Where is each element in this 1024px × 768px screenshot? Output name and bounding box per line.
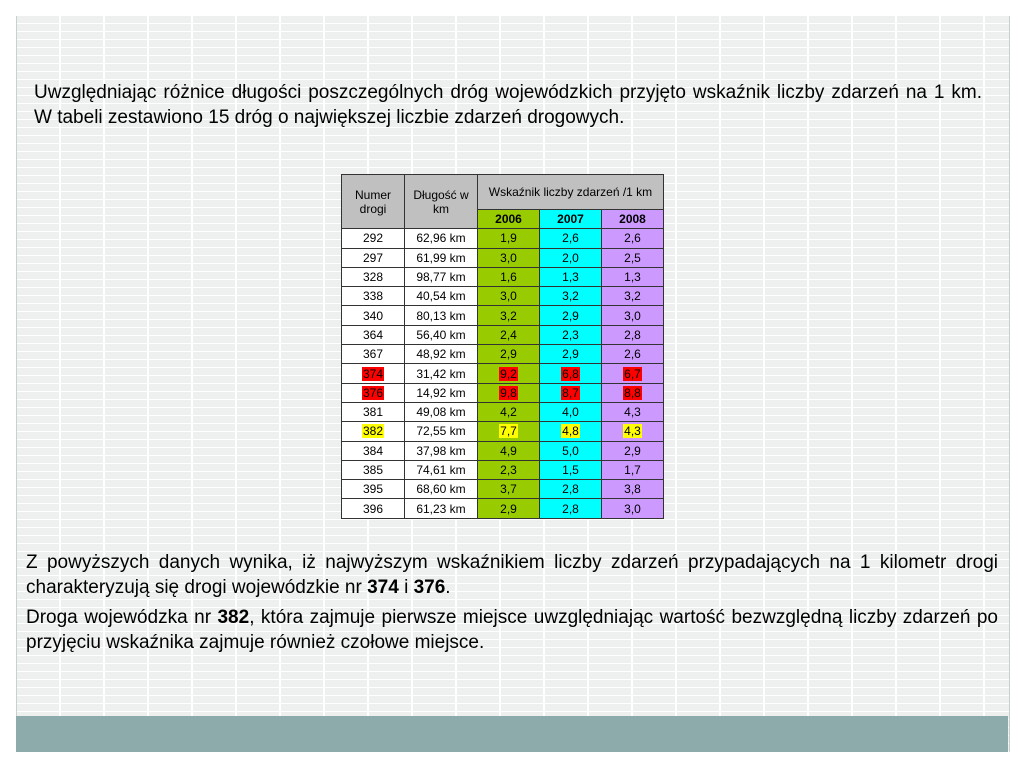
cell-length	[405, 364, 478, 383]
cell-road-number	[342, 364, 405, 383]
cell-road-number	[342, 229, 405, 248]
cell-length-text: 31,42 km	[416, 366, 466, 381]
cell-2006-text: 2,4	[500, 327, 517, 342]
cell-2008-text: 2,6	[624, 347, 641, 362]
cell-2008-text: 3,0	[624, 308, 641, 323]
cell-road-number	[342, 325, 405, 344]
cell-length-text: 72,55 km	[416, 424, 466, 439]
cell-length-text: 62,96 km	[416, 231, 466, 246]
table-row	[342, 345, 664, 364]
road-376-bold: 376	[413, 577, 446, 598]
table-row	[342, 422, 664, 441]
cell-2008	[602, 460, 664, 479]
cell-length	[405, 325, 478, 344]
cell-2008-text: 3,0	[624, 501, 641, 516]
cell-2008-text: 8,8	[624, 385, 641, 400]
cell-2008-text: 2,6	[624, 231, 641, 246]
cell-2008	[602, 325, 664, 344]
cell-2007	[540, 345, 602, 364]
cell-road-number-text: 374	[362, 366, 384, 381]
conclusion-paragraph-1	[26, 550, 998, 600]
table-row	[342, 287, 664, 306]
cell-2006	[478, 345, 540, 364]
cell-2006	[478, 422, 540, 441]
cell-road-number	[342, 480, 405, 499]
cell-2008	[602, 345, 664, 364]
cell-length	[405, 267, 478, 286]
cell-2008	[602, 306, 664, 325]
cell-2007-text: 4,0	[562, 405, 579, 420]
cell-length-text: 49,08 km	[416, 405, 466, 420]
cell-2008	[602, 248, 664, 267]
conclusion-text-2-start: Droga wojewódzka nr	[26, 607, 218, 628]
table-row	[342, 402, 664, 421]
cell-length	[405, 383, 478, 402]
cell-2006-text: 7,7	[500, 424, 517, 439]
cell-2007	[540, 441, 602, 460]
cell-length-text: 61,99 km	[416, 250, 466, 265]
cell-road-number-text: 385	[362, 463, 384, 477]
cell-2008	[602, 287, 664, 306]
cell-2008	[602, 480, 664, 499]
cell-length	[405, 441, 478, 460]
cell-2006	[478, 402, 540, 421]
cell-road-number	[342, 441, 405, 460]
cell-length	[405, 402, 478, 421]
cell-length-text: 14,92 km	[416, 385, 466, 400]
cell-road-number-text: 292	[362, 231, 384, 246]
cell-2007	[540, 364, 602, 383]
cell-2007-text: 4,8	[562, 424, 579, 439]
cell-road-number-text: 381	[362, 405, 384, 420]
cell-road-number	[342, 499, 405, 518]
table-row	[342, 364, 664, 383]
cell-2007	[540, 229, 602, 248]
cell-2007	[540, 402, 602, 421]
conclusion-period: .	[445, 577, 451, 598]
cell-road-number-text: 376	[362, 385, 384, 400]
cell-2008-text: 2,8	[624, 327, 641, 342]
accident-index-table	[341, 174, 664, 519]
road-382-bold: 382	[217, 607, 250, 628]
cell-length-text: 68,60 km	[416, 482, 466, 497]
cell-road-number-text: 384	[362, 443, 384, 458]
header-index: Wskaźnik liczby zdarzeń /1 km	[478, 175, 664, 210]
table-row	[342, 325, 664, 344]
cell-road-number	[342, 267, 405, 286]
table-row	[342, 383, 664, 402]
cell-2008-text: 4,3	[624, 424, 641, 439]
cell-length-text: 48,92 km	[416, 347, 466, 362]
cell-2007-text: 5,0	[562, 443, 579, 458]
table-row	[342, 229, 664, 248]
cell-2008	[602, 364, 664, 383]
cell-2008	[602, 229, 664, 248]
cell-length	[405, 229, 478, 248]
cell-2007	[540, 267, 602, 286]
cell-length	[405, 480, 478, 499]
cell-2006	[478, 480, 540, 499]
cell-2008-text: 1,7	[624, 463, 641, 477]
intro-paragraph: Uwzględniając różnice długości poszczególnych dróg wojewódzkich przyjęto wskaźnik liczby zdarzeń na 1 km. W tabeli zestawiono 15 dróg o największej liczbie zdarzeń drogowych.	[34, 82, 982, 128]
cell-length-text: 56,40 km	[416, 327, 466, 342]
cell-2008-text: 2,5	[624, 250, 641, 265]
cell-2006	[478, 383, 540, 402]
cell-2008-text: 4,3	[624, 405, 641, 420]
cell-2006-text: 3,0	[500, 289, 517, 304]
cell-road-number-text: 340	[362, 308, 384, 323]
cell-2007	[540, 306, 602, 325]
footer-bar	[16, 716, 1008, 752]
cell-2006	[478, 441, 540, 460]
cell-road-number	[342, 402, 405, 421]
header-year-2007: 2007	[540, 210, 602, 229]
table-row	[342, 441, 664, 460]
cell-length	[405, 248, 478, 267]
cell-2006	[478, 460, 540, 479]
cell-length	[405, 499, 478, 518]
cell-2007-text: 6,8	[562, 366, 579, 381]
cell-2007-text: 3,2	[562, 289, 579, 304]
cell-length-text: 40,54 km	[416, 289, 466, 304]
cell-length-text: 98,77 km	[416, 270, 466, 285]
cell-2007	[540, 460, 602, 479]
cell-2008-text: 3,2	[624, 289, 641, 304]
cell-2008	[602, 383, 664, 402]
road-374-bold: 374	[367, 577, 399, 598]
cell-2008	[602, 422, 664, 441]
cell-road-number-text: 338	[362, 289, 384, 304]
table-body	[342, 229, 664, 518]
cell-2008	[602, 267, 664, 286]
cell-2006-text: 3,2	[500, 308, 517, 323]
conclusion-and: i	[398, 577, 414, 598]
cell-length	[405, 287, 478, 306]
conclusion-text-2-rest: , która zajmuje pierwsze miejsce uwzględniając wartość bezwzględną liczby zdarzeń po przyjęciu wskaźnika zajmuje również czołowe miejsce.	[26, 607, 998, 653]
cell-road-number	[342, 383, 405, 402]
cell-2007-text: 2,8	[562, 501, 579, 516]
cell-2007	[540, 325, 602, 344]
cell-2007	[540, 383, 602, 402]
cell-2007-text: 8,7	[562, 385, 579, 400]
cell-2006	[478, 364, 540, 383]
cell-road-number	[342, 287, 405, 306]
table-row	[342, 499, 664, 518]
cell-2006	[478, 229, 540, 248]
cell-road-number	[342, 248, 405, 267]
conclusion-text-1: Z powyższych danych wynika, iż najwyższym wskaźnikiem liczby zdarzeń przypadających na 1 kilometr drogi charakteryzują się drogi wojewódzkie nr	[26, 552, 998, 598]
cell-2006-text: 2,9	[500, 347, 517, 362]
cell-length-text: 61,23 km	[416, 501, 466, 516]
cell-2006-text: 1,9	[500, 231, 517, 246]
cell-2006	[478, 499, 540, 518]
cell-2006-text: 3,0	[500, 250, 517, 265]
table-row	[342, 480, 664, 499]
cell-road-number-text: 367	[362, 347, 384, 362]
cell-length-text: 80,13 km	[416, 308, 466, 323]
cell-road-number	[342, 345, 405, 364]
table-row	[342, 460, 664, 479]
cell-2007-text: 1,3	[562, 270, 579, 285]
cell-2007-text: 2,9	[562, 308, 579, 323]
cell-2007	[540, 422, 602, 441]
cell-road-number	[342, 422, 405, 441]
cell-2006-text: 2,3	[500, 463, 517, 477]
cell-length-text: 37,98 km	[416, 443, 466, 458]
cell-2007	[540, 480, 602, 499]
cell-2007	[540, 248, 602, 267]
cell-road-number	[342, 306, 405, 325]
cell-2006-text: 3,7	[500, 482, 517, 497]
cell-2007-text: 1,5	[562, 463, 579, 477]
cell-road-number-text: 328	[362, 270, 384, 285]
cell-2006-text: 4,9	[500, 443, 517, 458]
table-row	[342, 306, 664, 325]
cell-road-number-text: 297	[362, 250, 384, 265]
table-row	[342, 248, 664, 267]
cell-2006	[478, 267, 540, 286]
table-row	[342, 267, 664, 286]
cell-2006-text: 9,2	[500, 366, 517, 381]
cell-2007-text: 2,6	[562, 231, 579, 246]
cell-2008-text: 3,8	[624, 482, 641, 497]
cell-road-number-text: 382	[362, 424, 384, 439]
cell-road-number-text: 364	[362, 327, 384, 342]
header-length: Długość w km	[405, 175, 478, 229]
cell-length	[405, 345, 478, 364]
cell-length	[405, 306, 478, 325]
cell-2008	[602, 402, 664, 421]
cell-2006	[478, 287, 540, 306]
cell-2007	[540, 499, 602, 518]
cell-2008-text: 6,7	[624, 366, 641, 381]
cell-2007-text: 2,3	[562, 327, 579, 342]
cell-road-number	[342, 460, 405, 479]
cell-road-number-text: 396	[362, 501, 384, 516]
cell-road-number-text: 395	[362, 482, 384, 497]
cell-2006-text: 1,6	[500, 270, 517, 285]
header-year-2008: 2008	[602, 210, 664, 229]
cell-2006-text: 2,9	[500, 501, 517, 516]
conclusion-paragraph-2	[26, 605, 998, 655]
cell-length-text: 74,61 km	[416, 463, 466, 477]
cell-2008-text: 1,3	[624, 270, 641, 285]
cell-2006	[478, 325, 540, 344]
table-header-row	[342, 175, 664, 210]
cell-2006-text: 4,2	[500, 405, 517, 420]
cell-2006-text: 9,8	[500, 385, 517, 400]
cell-2008	[602, 499, 664, 518]
cell-2007-text: 2,8	[562, 482, 579, 497]
cell-2008-text: 2,9	[624, 443, 641, 458]
cell-2008	[602, 441, 664, 460]
cell-2007-text: 2,0	[562, 250, 579, 265]
cell-2006	[478, 306, 540, 325]
cell-length	[405, 422, 478, 441]
header-year-2006: 2006	[478, 210, 540, 229]
cell-2007	[540, 287, 602, 306]
cell-2007-text: 2,9	[562, 347, 579, 362]
cell-length	[405, 460, 478, 479]
cell-2006	[478, 248, 540, 267]
header-road-number: Numer drogi	[342, 175, 405, 229]
